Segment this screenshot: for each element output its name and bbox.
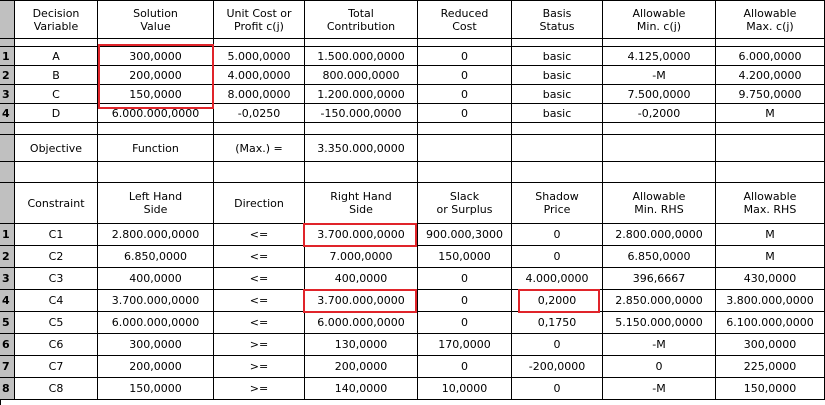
blank-cell <box>418 162 512 183</box>
left-hand-side[interactable]: 3.700.000,0000 <box>98 290 214 312</box>
column-header: Decision Variable <box>15 1 98 39</box>
row-number: 8 <box>0 378 15 400</box>
blank-cell <box>603 39 716 47</box>
basis-status[interactable]: basic <box>512 47 603 66</box>
row-number: 3 <box>0 268 15 290</box>
variable-name[interactable]: B <box>15 66 98 85</box>
slack-or-surplus[interactable]: 900.000,3000 <box>418 224 512 246</box>
constraint-name[interactable]: C1 <box>15 224 98 246</box>
allowable-min-rhs[interactable]: -M <box>603 378 716 400</box>
allowable-max-rhs[interactable]: 430,0000 <box>716 268 825 290</box>
max-label: (Max.) = <box>214 135 305 162</box>
column-header: Unit Cost or Profit c(j) <box>214 1 305 39</box>
allowable-min-cj[interactable]: -M <box>603 66 716 85</box>
constraint-row <box>0 290 825 312</box>
allowable-max-cj[interactable]: 4.200,0000 <box>716 66 825 85</box>
constraint-row <box>0 312 825 334</box>
blank-cell <box>716 39 825 47</box>
right-hand-side[interactable]: 3.700.000,0000 <box>305 290 418 312</box>
row-header-blank <box>0 183 15 224</box>
direction[interactable]: >= <box>214 378 305 400</box>
blank-cell <box>98 162 214 183</box>
blank-cell <box>15 123 98 135</box>
allowable-min-rhs[interactable]: 2.800.000,0000 <box>603 224 716 246</box>
unit-cost[interactable]: 8.000,0000 <box>214 85 305 104</box>
constraint-row <box>0 246 825 268</box>
column-header: Shadow Price <box>512 183 603 224</box>
blank-cell <box>716 123 825 135</box>
allowable-max-rhs[interactable]: 150,0000 <box>716 378 825 400</box>
solution-value[interactable]: 300,0000 <box>98 47 214 66</box>
total-contribution[interactable]: 800.000,0000 <box>305 66 418 85</box>
row-number: 5 <box>0 312 15 334</box>
shadow-price[interactable]: 0 <box>512 224 603 246</box>
direction[interactable]: <= <box>214 246 305 268</box>
blank-cell <box>512 135 603 162</box>
shadow-price[interactable]: -200,0000 <box>512 356 603 378</box>
objective-value[interactable]: 3.350.000,0000 <box>305 135 418 162</box>
direction[interactable]: <= <box>214 290 305 312</box>
column-header: Right Hand Side <box>305 183 418 224</box>
reduced-cost[interactable]: 0 <box>418 47 512 66</box>
row-header-blank <box>0 39 15 47</box>
left-hand-side[interactable]: 400,0000 <box>98 268 214 290</box>
total-contribution[interactable]: 1.500.000,0000 <box>305 47 418 66</box>
blank-cell <box>214 39 305 47</box>
blank-cell <box>512 162 603 183</box>
row-header-blank <box>0 135 15 162</box>
blank-cell <box>603 162 716 183</box>
direction[interactable]: <= <box>214 224 305 246</box>
reduced-cost[interactable]: 0 <box>418 66 512 85</box>
constraint-row <box>0 224 825 246</box>
row-number: 2 <box>0 66 15 85</box>
unit-cost[interactable]: -0,0250 <box>214 104 305 123</box>
blank-cell <box>214 162 305 183</box>
direction[interactable]: <= <box>214 268 305 290</box>
allowable-max-rhs[interactable]: 6.100.000,0000 <box>716 312 825 334</box>
allowable-min-rhs[interactable]: 396,6667 <box>603 268 716 290</box>
right-hand-side[interactable]: 400,0000 <box>305 268 418 290</box>
column-header: Reduced Cost <box>418 1 512 39</box>
blank-cell <box>15 39 98 47</box>
column-header: Constraint <box>15 183 98 224</box>
solution-value[interactable]: 6.000.000,0000 <box>98 104 214 123</box>
variable-name[interactable]: D <box>15 104 98 123</box>
slack-or-surplus[interactable]: 0 <box>418 268 512 290</box>
column-header: Left Hand Side <box>98 183 214 224</box>
blank-cell <box>305 123 418 135</box>
row-number: 1 <box>0 47 15 66</box>
constraint-name[interactable]: C5 <box>15 312 98 334</box>
shadow-price[interactable]: 0,2000 <box>512 290 603 312</box>
corner-cell <box>0 1 15 39</box>
right-hand-side[interactable]: 7.000,0000 <box>305 246 418 268</box>
constraint-row <box>0 378 825 400</box>
blank-cell <box>603 123 716 135</box>
allowable-min-rhs[interactable]: 6.850,0000 <box>603 246 716 268</box>
objective-label: Objective <box>15 135 98 162</box>
blank-cell <box>418 123 512 135</box>
blank-cell <box>305 162 418 183</box>
basis-status[interactable]: basic <box>512 85 603 104</box>
row-number: 6 <box>0 334 15 356</box>
allowable-max-rhs[interactable]: M <box>716 224 825 246</box>
column-header: Slack or Surplus <box>418 183 512 224</box>
row-number: 1 <box>0 224 15 246</box>
allowable-min-cj[interactable]: 4.125,0000 <box>603 47 716 66</box>
allowable-min-cj[interactable]: 7.500,0000 <box>603 85 716 104</box>
constraint-name[interactable]: C3 <box>15 268 98 290</box>
blank-cell <box>512 39 603 47</box>
shadow-price[interactable]: 0 <box>512 334 603 356</box>
variable-name[interactable]: A <box>15 47 98 66</box>
constraint-name[interactable]: C7 <box>15 356 98 378</box>
constraint-name[interactable]: C2 <box>15 246 98 268</box>
reduced-cost[interactable]: 0 <box>418 104 512 123</box>
column-header: Basis Status <box>512 1 603 39</box>
slack-or-surplus[interactable]: 170,0000 <box>418 334 512 356</box>
blank-cell <box>98 39 214 47</box>
right-hand-side[interactable]: 130,0000 <box>305 334 418 356</box>
left-hand-side[interactable]: 300,0000 <box>98 334 214 356</box>
slack-or-surplus[interactable]: 0 <box>418 312 512 334</box>
blank-cell <box>716 162 825 183</box>
left-hand-side[interactable]: 2.800.000,0000 <box>98 224 214 246</box>
gap-above-constraints <box>0 162 825 183</box>
blank-cell <box>716 135 825 162</box>
column-header: Total Contribution <box>305 1 418 39</box>
constraint-row <box>0 334 825 356</box>
slack-or-surplus[interactable]: 10,0000 <box>418 378 512 400</box>
column-header: Allowable Max. RHS <box>716 183 825 224</box>
variable-row <box>0 85 825 104</box>
unit-cost[interactable]: 5.000,0000 <box>214 47 305 66</box>
blank-cell <box>418 135 512 162</box>
basis-status[interactable]: basic <box>512 104 603 123</box>
direction[interactable]: >= <box>214 356 305 378</box>
shadow-price[interactable]: 0,1750 <box>512 312 603 334</box>
variable-name[interactable]: C <box>15 85 98 104</box>
slack-or-surplus[interactable]: 0 <box>418 356 512 378</box>
objective-row <box>0 135 825 162</box>
right-hand-side[interactable]: 3.700.000,0000 <box>305 224 418 246</box>
solution-value[interactable]: 150,0000 <box>98 85 214 104</box>
unit-cost[interactable]: 4.000,0000 <box>214 66 305 85</box>
variable-row <box>0 47 825 66</box>
row-number: 4 <box>0 104 15 123</box>
shadow-price[interactable]: 4.000,0000 <box>512 268 603 290</box>
constraint-row <box>0 356 825 378</box>
allowable-max-rhs[interactable]: 225,0000 <box>716 356 825 378</box>
variable-row <box>0 104 825 123</box>
right-hand-side[interactable]: 6.000.000,0000 <box>305 312 418 334</box>
blank-cell <box>98 123 214 135</box>
function-label: Function <box>98 135 214 162</box>
allowable-min-rhs[interactable]: -M <box>603 334 716 356</box>
left-hand-side[interactable]: 6.850,0000 <box>98 246 214 268</box>
variables-header-row <box>0 1 825 39</box>
right-hand-side[interactable]: 200,0000 <box>305 356 418 378</box>
column-header: Allowable Min. RHS <box>603 183 716 224</box>
slack-or-surplus[interactable]: 150,0000 <box>418 246 512 268</box>
reduced-cost[interactable]: 0 <box>418 85 512 104</box>
constraints-header-row <box>0 183 825 224</box>
allowable-max-rhs[interactable]: M <box>716 246 825 268</box>
allowable-min-cj[interactable]: -0,2000 <box>603 104 716 123</box>
row-header-blank <box>0 123 15 135</box>
allowable-max-cj[interactable]: 9.750,0000 <box>716 85 825 104</box>
row-number: 4 <box>0 290 15 312</box>
left-hand-side[interactable]: 6.000.000,0000 <box>98 312 214 334</box>
allowable-min-rhs[interactable]: 0 <box>603 356 716 378</box>
row-number: 2 <box>0 246 15 268</box>
total-contribution[interactable]: -150.000,0000 <box>305 104 418 123</box>
constraint-row <box>0 268 825 290</box>
column-header: Allowable Min. c(j) <box>603 1 716 39</box>
constraint-name[interactable]: C8 <box>15 378 98 400</box>
variable-row <box>0 66 825 85</box>
blank-cell <box>418 39 512 47</box>
blank-cell <box>15 162 98 183</box>
direction[interactable]: <= <box>214 312 305 334</box>
blank-cell <box>305 39 418 47</box>
basis-status[interactable]: basic <box>512 66 603 85</box>
constraint-name[interactable]: C4 <box>15 290 98 312</box>
allowable-max-rhs[interactable]: 3.800.000,0000 <box>716 290 825 312</box>
column-header: Solution Value <box>98 1 214 39</box>
right-hand-side[interactable]: 140,0000 <box>305 378 418 400</box>
blank-cell <box>214 123 305 135</box>
direction[interactable]: >= <box>214 334 305 356</box>
solution-value[interactable]: 200,0000 <box>98 66 214 85</box>
shadow-price[interactable]: 0 <box>512 378 603 400</box>
constraint-name[interactable]: C6 <box>15 334 98 356</box>
total-contribution[interactable]: 1.200.000,0000 <box>305 85 418 104</box>
allowable-min-rhs[interactable]: 2.850.000,0000 <box>603 290 716 312</box>
row-number: 7 <box>0 356 15 378</box>
row-header-blank <box>0 162 15 183</box>
allowable-max-cj[interactable]: 6.000,0000 <box>716 47 825 66</box>
gap-below-variables <box>0 123 825 135</box>
left-hand-side[interactable]: 200,0000 <box>98 356 214 378</box>
row-number: 3 <box>0 85 15 104</box>
allowable-max-cj[interactable]: M <box>716 104 825 123</box>
column-header: Direction <box>214 183 305 224</box>
allowable-max-rhs[interactable]: 300,0000 <box>716 334 825 356</box>
column-header: Allowable Max. c(j) <box>716 1 825 39</box>
blank-cell <box>603 135 716 162</box>
left-hand-side[interactable]: 150,0000 <box>98 378 214 400</box>
shadow-price[interactable]: 0 <box>512 246 603 268</box>
gap-above-variables <box>0 39 825 47</box>
allowable-min-rhs[interactable]: 5.150.000,0000 <box>603 312 716 334</box>
blank-cell <box>512 123 603 135</box>
slack-or-surplus[interactable]: 0 <box>418 290 512 312</box>
